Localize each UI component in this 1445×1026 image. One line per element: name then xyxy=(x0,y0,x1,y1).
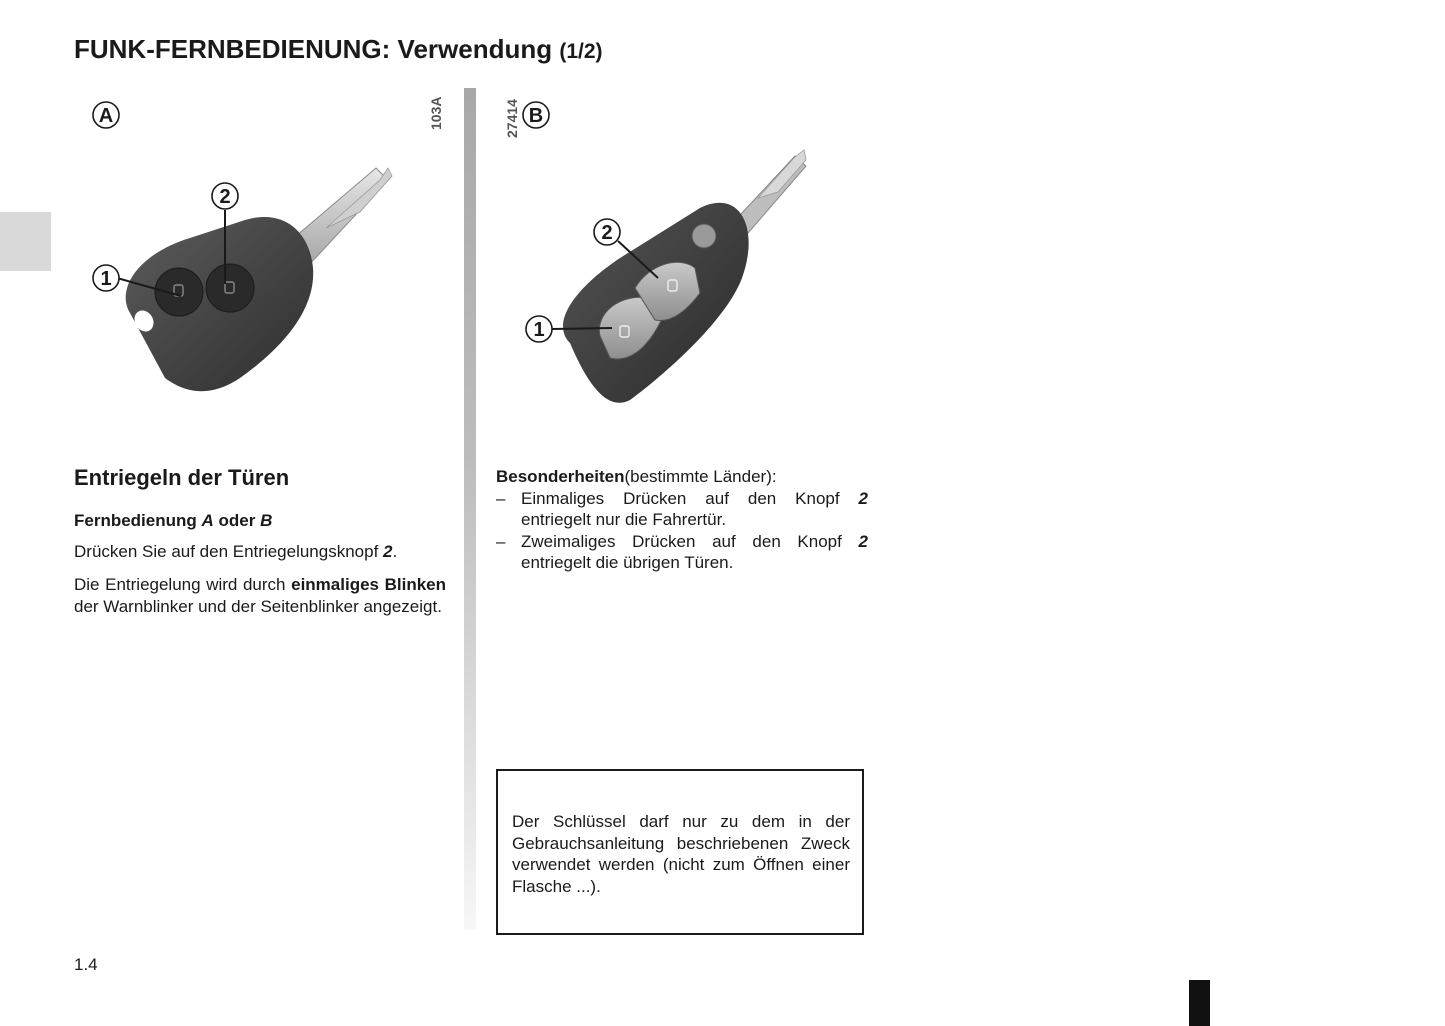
title-main: FUNK-FERNBEDIENUNG: Verwendung xyxy=(74,34,553,64)
figure-b-label: B xyxy=(528,105,544,127)
paragraph-unlock-instruction: Drücken Sie auf den Entriegelungsknopf 2. xyxy=(74,542,398,561)
key-a-button-1[interactable] xyxy=(155,268,203,316)
figure-b-callout-1: 1 xyxy=(533,319,545,341)
section-heading: Entriegeln der Türen xyxy=(74,465,290,490)
list-item: – Zweimaliges Drücken auf den Knopf 2 entriegelt die übrigen Türen. xyxy=(496,531,868,572)
figure-b-code: 27414 xyxy=(504,99,520,138)
paragraph-unlock-indication: Die Entriegelung wird durch einmaliges Blinken der Warnblinker und der Seitenblinker angezeigt. xyxy=(74,575,446,616)
section-subheading: Fernbedienung A oder B xyxy=(74,511,273,530)
key-a-button-2[interactable] xyxy=(206,264,254,312)
special-features-block xyxy=(496,466,868,574)
column-divider xyxy=(464,88,476,930)
page-number: 1.4 xyxy=(74,955,98,974)
figure-a-key-illustration xyxy=(70,88,460,408)
figure-a-code: 103A xyxy=(428,96,444,130)
title-part: (1/2) xyxy=(559,40,603,63)
figure-a-callout-2: 2 xyxy=(219,186,231,208)
list-item: – Einmaliges Drücken auf den Knopf 2 entriegelt nur die Fahrertür. xyxy=(496,488,868,529)
page-corner-marker xyxy=(1189,980,1210,1026)
figure-a-callout-1: 1 xyxy=(100,268,112,290)
special-features-title: Besonderheiten(bestimmte Länder): xyxy=(496,467,777,486)
figure-b-callout-2: 2 xyxy=(601,222,613,244)
figure-a-label: A xyxy=(98,105,114,127)
page-title xyxy=(74,34,603,65)
chapter-side-tab xyxy=(0,212,51,271)
figure-b-key-illustration xyxy=(490,88,870,418)
note-text: Der Schlüssel darf nur zu dem in der Gebrauchsanleitung beschriebenen Zweck verwendet werden (nicht zum Öffnen einer Flasche ...). xyxy=(512,812,850,896)
